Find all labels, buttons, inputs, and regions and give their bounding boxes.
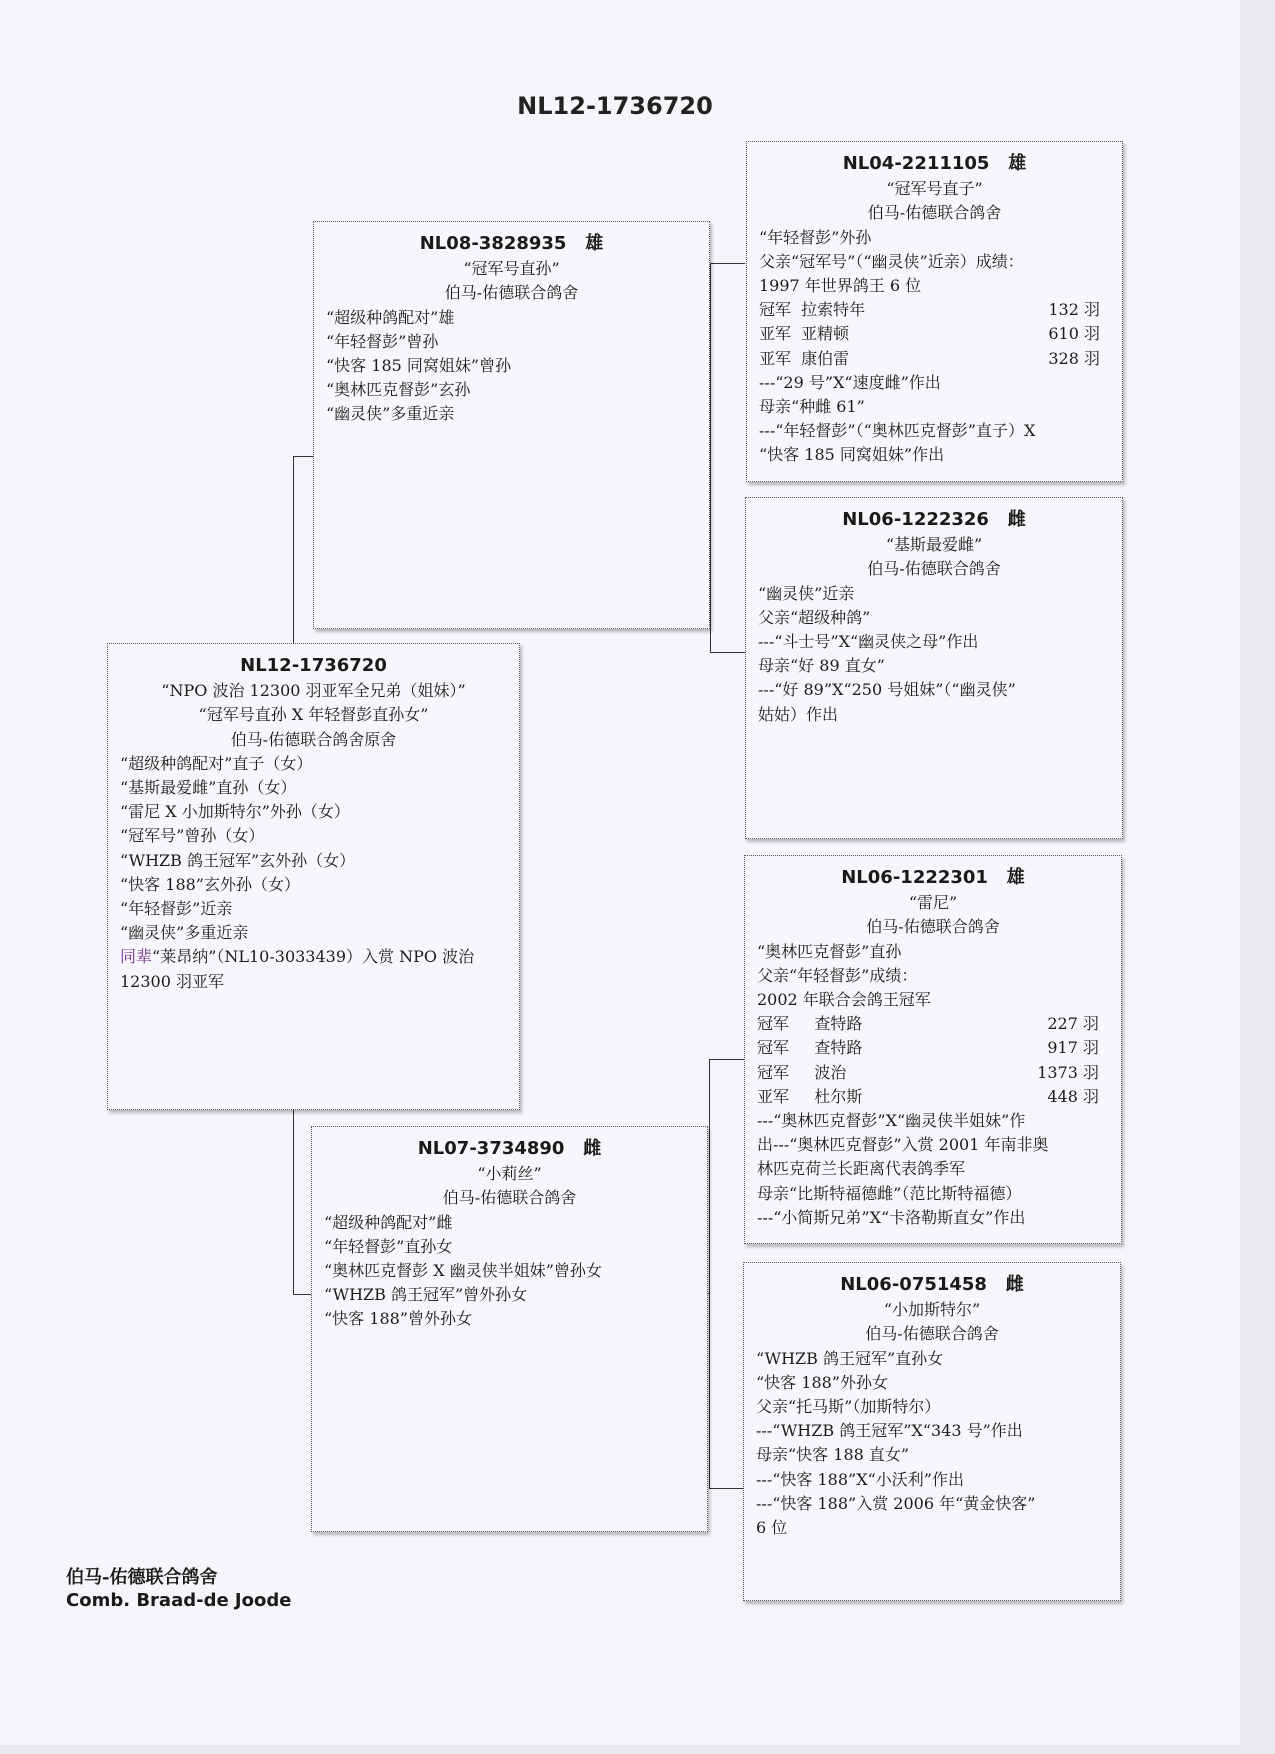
sibling-tag: 同辈 [120,947,153,967]
footer-loft-english: Comb. Braad-de Joode [66,1590,292,1611]
dam-dam-card [743,1262,1121,1601]
result-row [759,298,1110,322]
sire-dam-loft: 伯马-佑德联合鸽舍 [867,559,1001,579]
result-rank: 冠军 波治 [757,1062,847,1082]
result-row [757,1061,1109,1085]
sire-sire-note: “快客 185 同窝姐妹”作出 [759,445,945,465]
sire-sire-loft: 伯马-佑德联合鸽舍 [867,203,1002,223]
result-rank: 冠军 查特路 [757,1038,863,1058]
connector-line [709,1488,744,1489]
result-row [757,1036,1109,1060]
dam-dam-note: 母亲“快客 188 直女” [756,1445,910,1465]
sire-note: “年轻督彭”曾孙 [326,331,439,351]
dam-dam-note: ---“快客 188”入赏 2006 年“黄金快客” [756,1493,1036,1513]
dam-note: “奥林匹克督彭 X 幽灵侠半姐妹”曾孙女 [324,1261,602,1281]
dam-sire-loft: 伯马-佑德联合鸽舍 [866,917,1000,937]
connector-line [293,456,313,457]
dam-sire-note: 父亲“年轻督彭”成绩： [757,965,918,985]
dam-sire-note: 林匹克荷兰长距离代表鸽季军 [757,1159,966,1179]
dam-dam-nickname: “小加斯特尔” [883,1300,981,1320]
result-row [759,347,1110,371]
connector-line [293,1110,294,1295]
result-rank: 亚军 杜尔斯 [757,1086,863,1106]
sire-nickname: “冠军号直孙” [463,259,560,279]
connector-line [710,263,711,653]
sire-dam-note: “幽灵侠”近亲 [758,583,855,603]
sire-dam-note: ---“斗士号”X“幽灵侠之母”作出 [758,632,979,652]
sire-note: “超级种鸽配对”雄 [326,307,455,327]
bird-note: “WHZB 鸽王冠军”玄外孙（女） [120,850,356,870]
connector-line [710,263,745,264]
connector-line [293,456,294,643]
footer-loft-chinese: 伯马-佑德联合鸽舍 [66,1567,218,1588]
dam-note: “WHZB 鸽王冠军”曾外孙女 [324,1285,528,1305]
sire-sire-card [746,141,1123,482]
dam-sire-note: 出---“奥林匹克督彭”入赏 2001 年南非奥 [757,1135,1049,1155]
result-rank: 亚军 亚精顿 [759,324,850,344]
dam-loft: 伯马-佑德联合鸽舍 [442,1188,577,1208]
connector-line [710,652,745,653]
result-row [759,322,1110,346]
sire-sire-note: 母亲“种雌 61” [759,397,865,417]
result-count: 227 羽 [1047,1014,1099,1034]
subject-bird-card [107,643,520,1110]
dam-sire-note: 母亲“比斯特福德雌”（范比斯特福德） [757,1183,1022,1203]
sire-sire-nickname: “冠军号直子” [886,179,983,199]
dam-dam-note: ---“WHZB 鸽王冠军”X“343 号”作出 [756,1421,1023,1441]
result-rank: 亚军 康伯雷 [759,348,850,368]
result-rank: 冠军 拉索特年 [759,300,866,320]
bird-note: “幽灵侠”多重近亲 [120,923,249,943]
dam-card [311,1126,708,1532]
dam-sire-note: “奥林匹克督彭”直孙 [757,941,902,961]
bird-loft: 伯马-佑德联合鸽舍原舍 [230,729,397,749]
dam-nickname: “小莉丝” [477,1164,542,1184]
bird-note: “基斯最爱雌”直孙（女） [120,778,297,798]
bird-note: “快客 188”玄外孙（女） [120,874,300,894]
dam-dam-note: “快客 188”外孙女 [756,1372,888,1392]
dam-sire-nickname: “雷尼” [908,893,958,913]
dam-dam-note: 父亲“托马斯”（加斯特尔） [756,1397,941,1417]
sibling-text: “莱昂纳”（NL10-3033439）入赏 NPO 波治 12300 羽亚军 [120,947,475,991]
sire-sire-note: ---“29 号”X“速度雌”作出 [759,372,941,392]
dam-sire-card [744,855,1122,1244]
dam-sire-note: ---“小简斯兄弟”X“卡洛勒斯直女”作出 [757,1207,1026,1227]
dam-dam-ring-number: NL06-0751458 雌 [840,1274,1024,1295]
sire-note: “快客 185 同窝姐妹”曾孙 [326,356,512,376]
sire-dam-note: 母亲“好 89 直女” [758,656,885,676]
connector-line [293,1294,311,1295]
sire-sire-note: 父亲“冠军号”（“幽灵侠”近亲）成绩： [759,251,1024,271]
bird-sibling-note [120,945,507,993]
sire-sire-note: 1997 年世界鸽王 6 位 [759,276,922,296]
page-title: NL12-1736720 [517,92,713,120]
dam-sire-ring-number: NL06-1222301 雄 [841,867,1025,888]
sire-dam-note: ---“好 89”X“250 号姐妹”（“幽灵侠” [758,680,1016,700]
bird-note: “冠军号”曾孙（女） [120,826,265,846]
sire-dam-nickname: “基斯最爱雌” [885,535,983,555]
result-rank: 冠军 查特路 [757,1014,863,1034]
sire-sire-ring-number: NL04-2211105 雄 [842,153,1027,174]
dam-sire-note: 2002 年联合会鸽王冠军 [757,990,931,1010]
bird-note: “雷尼 X 小加斯特尔”外孙（女） [120,802,350,822]
sire-card [313,221,710,629]
bird-description: “冠军号直孙 X 年轻督彭直孙女” [198,705,429,725]
dam-dam-note: 6 位 [756,1518,788,1538]
dam-dam-note: “WHZB 鸽王冠军”直孙女 [756,1348,944,1368]
dam-sire-note: ---“奥林匹克督彭”X“幽灵侠半姐妹”作 [757,1111,1026,1131]
sire-dam-ring-number: NL06-1222326 雌 [842,509,1026,530]
result-row [757,1012,1109,1036]
connector-line [709,1059,744,1060]
sire-dam-note: 姑姑）作出 [758,704,839,724]
sire-ring-number: NL08-3828935 雄 [419,233,604,254]
dam-note: “年轻督彭”直孙女 [324,1236,453,1256]
bird-ring-number: NL12-1736720 [240,655,387,676]
sire-sire-note: “年轻督彭”外孙 [759,227,872,247]
result-row [757,1085,1109,1109]
connector-line [709,1059,710,1489]
result-count: 448 羽 [1047,1086,1099,1106]
sire-note: “幽灵侠”多重近亲 [326,404,455,424]
bird-note: “超级种鸽配对”直子（女） [120,753,313,773]
sire-sire-note: ---“年轻督彭”（“奥林匹克督彭”直子）X [759,421,1036,441]
result-count: 328 羽 [1048,348,1100,368]
dam-note: “超级种鸽配对”雌 [324,1212,453,1232]
sire-dam-card [745,497,1123,839]
sire-note: “奥林匹克督彭”玄孙 [326,380,471,400]
bird-description: “NPO 波治 12300 羽亚军全兄弟（姐妹）” [161,681,466,701]
result-count: 1373 羽 [1037,1062,1099,1082]
sire-loft: 伯马-佑德联合鸽舍 [444,283,579,303]
dam-dam-loft: 伯马-佑德联合鸽舍 [865,1324,999,1344]
dam-dam-note: ---“快客 188”X“小沃利”作出 [756,1469,964,1489]
dam-note: “快客 188”曾外孙女 [324,1309,472,1329]
result-count: 132 羽 [1048,300,1100,320]
sire-dam-note: 父亲“超级种鸽” [758,607,871,627]
result-count: 610 羽 [1048,324,1100,344]
result-count: 917 羽 [1047,1038,1099,1058]
bird-note: “年轻督彭”近亲 [120,899,233,919]
dam-ring-number: NL07-3734890 雌 [417,1138,602,1159]
